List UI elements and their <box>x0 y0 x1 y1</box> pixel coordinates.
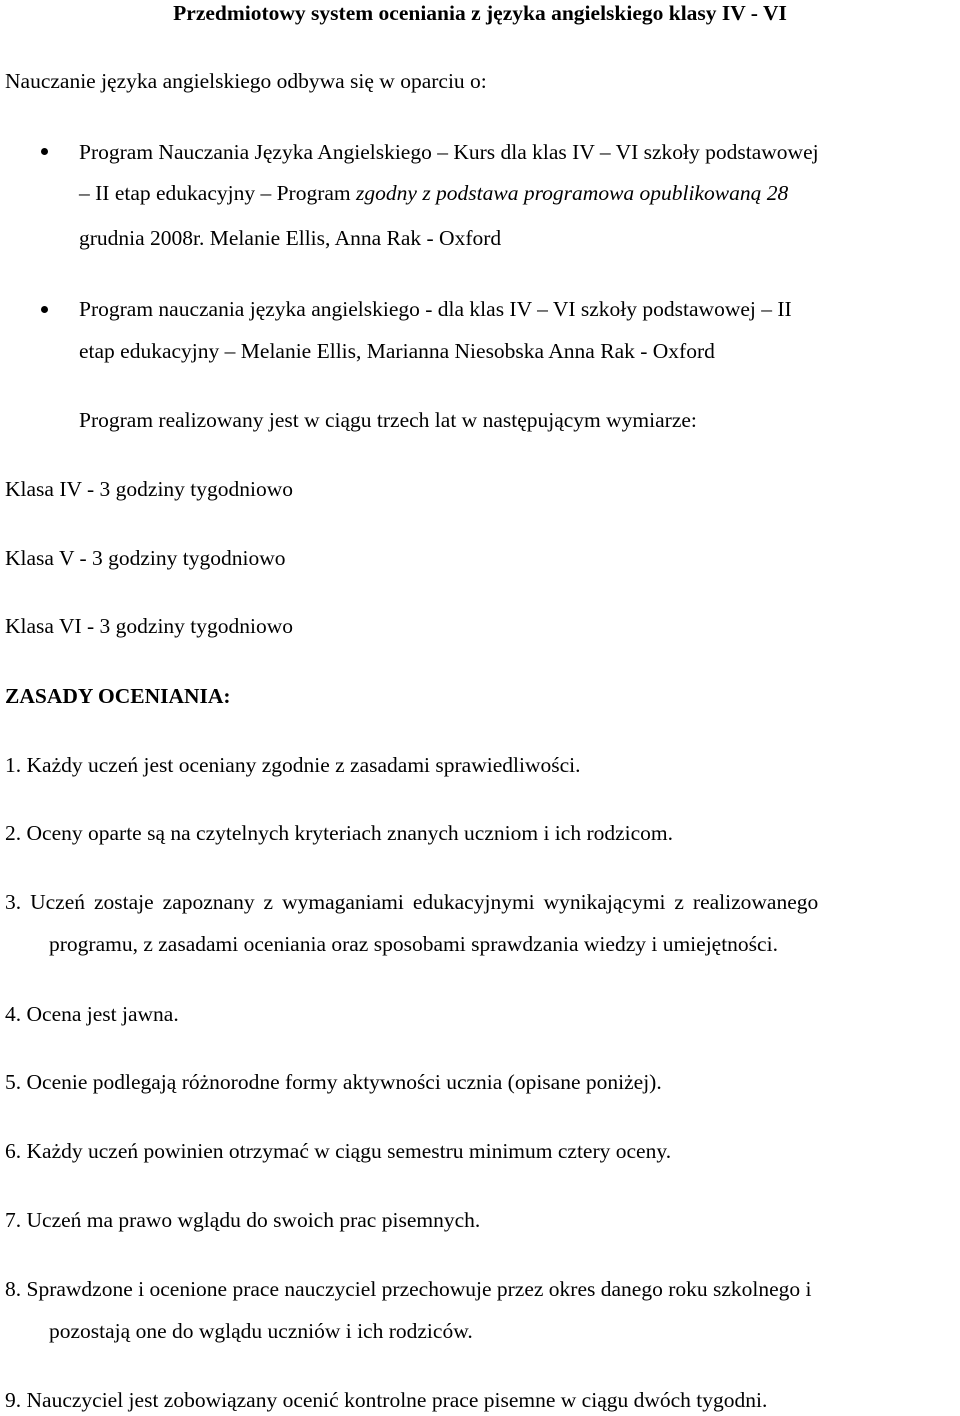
rule-number: 9. <box>5 1388 22 1412</box>
rule-item <box>5 892 818 914</box>
rules-heading: ZASADY OCENIANIA: <box>5 684 231 708</box>
bullet-1-line-1: Program Nauczania Języka Angielskiego – Kurs dla klas IV – VI szkoły podstawowej <box>79 140 819 164</box>
rule-text: Ocena jest jawna. <box>26 1002 179 1026</box>
rule-text: Każdy uczeń jest oceniany zgodnie z zasadami sprawiedliwości. <box>26 753 581 777</box>
class-iv-hours: Klasa IV - 3 godziny tygodniowo <box>5 477 294 501</box>
rule-continuation: pozostają one do wglądu uczniów i ich rodziców. <box>49 1319 473 1343</box>
rule-text: Nauczyciel jest zobowiązany ocenić kontrolne prace pisemne w ciągu dwóch tygodni. <box>26 1388 768 1412</box>
rule-number: 3. <box>5 890 22 914</box>
rule-number: 4. <box>5 1002 22 1026</box>
rule-number: 8. <box>5 1277 22 1301</box>
rule-text: Sprawdzone i ocenione prace nauczyciel przechowuje przez okres danego roku szkolnego i <box>26 1277 812 1301</box>
rule-text: Każdy uczeń powinien otrzymać w ciągu semestru minimum cztery oceny. <box>26 1139 672 1163</box>
bullet-2-line-1: Program nauczania języka angielskiego - dla klas IV – VI szkoły podstawowej – II <box>79 297 792 321</box>
rule-item <box>5 1279 812 1301</box>
intro-text: Nauczanie języka angielskiego odbywa się w oparciu o: <box>5 69 487 93</box>
bullet-1-line-2-italic: zgodny z podstawa programowa opublikowaną 28 <box>356 181 789 205</box>
rule-text: Uczeń ma prawo wglądu do swoich prac pisemnych. <box>26 1208 481 1232</box>
rule-item <box>5 1072 662 1094</box>
rule-text: Ocenie podlegają różnorodne formy aktywności ucznia (opisane poniżej). <box>26 1070 662 1094</box>
bullet-1-line-3: grudnia 2008r. Melanie Ellis, Anna Rak - Oxford <box>79 226 502 250</box>
rule-text: Uczeń zostaje zapoznany z wymaganiami edukacyjnymi wynikającymi z realizowanego <box>30 890 819 914</box>
class-v-hours: Klasa V - 3 godziny tygodniowo <box>5 546 286 570</box>
rule-number: 2. <box>5 821 22 845</box>
program-note: Program realizowany jest w ciągu trzech lat w następującym wymiarze: <box>79 408 697 432</box>
class-vi-hours: Klasa VI - 3 godziny tygodniowo <box>5 614 294 638</box>
rule-item <box>5 1141 671 1163</box>
rule-text: Oceny oparte są na czytelnych kryteriach znanych uczniom i ich rodzicom. <box>26 821 674 845</box>
rule-number: 6. <box>5 1139 22 1163</box>
rule-number: 1. <box>5 753 22 777</box>
bullet-dot-icon <box>41 306 48 313</box>
rule-number: 7. <box>5 1208 22 1232</box>
rule-item <box>5 823 673 845</box>
rule-item <box>5 1390 767 1412</box>
rule-item <box>5 1004 179 1026</box>
rule-continuation: programu, z zasadami oceniania oraz sposobami sprawdzania wiedzy i umiejętności. <box>49 932 778 956</box>
bullet-2-line-2: etap edukacyjny – Melanie Ellis, Marianna Niesobska Anna Rak - Oxford <box>79 339 715 363</box>
document-title: Przedmiotowy system oceniania z języka angielskiego klasy IV - VI <box>173 1 787 25</box>
rule-item <box>5 1210 480 1232</box>
rule-item <box>5 755 581 777</box>
rule-number: 5. <box>5 1070 22 1094</box>
bullet-1-line-2 <box>79 183 788 205</box>
bullet-dot-icon <box>41 148 48 155</box>
bullet-1-line-2-plain: – II etap edukacyjny – Program <box>79 181 357 205</box>
